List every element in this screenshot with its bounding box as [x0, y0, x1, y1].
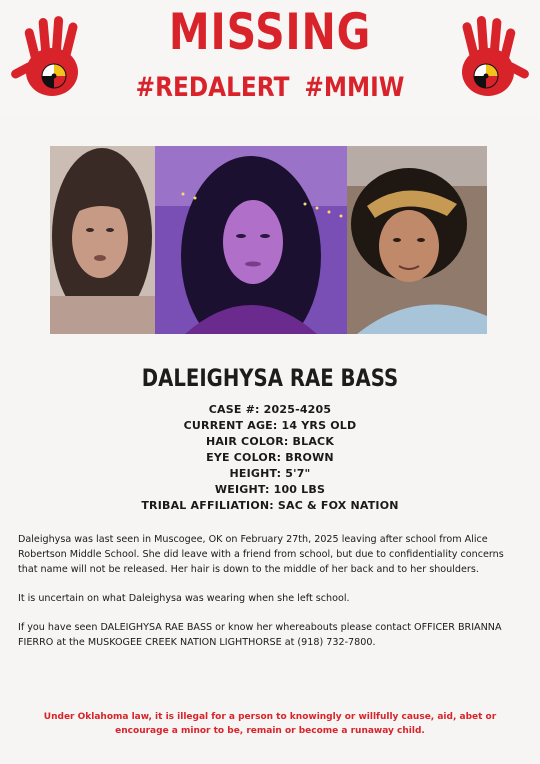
- legal-notice: Under Oklahoma law, it is illegal for a person to knowingly or willfully cause, aid, abet or encourage a minor to be, remain or become a runaway child.: [43, 712, 497, 736]
- missing-person-name: DALEIGHYSA RAE BASS: [141, 364, 399, 392]
- missing-title: MISSING: [168, 3, 372, 61]
- last-seen-paragraph: Daleighysa was last seen in Muscogee, OK on February 27th, 2025 leaving after school from Alice Robertson Middle School. She did leave with a friend from school, but due to confidentiality concerns that name will not be released. Her hair is down to the middle of her back and to her shoulders.: [18, 534, 504, 575]
- photo-1: [50, 146, 155, 334]
- clothing-paragraph: It is uncertain on what Daleighysa was wearing when she left school.: [18, 593, 350, 604]
- tribal-affiliation: TRIBAL AFFILIATION: SAC & FOX NATION: [141, 499, 399, 512]
- person-details: [0, 402, 540, 514]
- contact-paragraph: If you have seen DALEIGHYSA RAE BASS or know her whereabouts please contact OFFICER BRIANNA FIERRO at the MUSKOGEE CREEK NATION LIGHTHORSE at (918) 732-7800.: [18, 622, 502, 648]
- header: [0, 0, 540, 118]
- hair-color: HAIR COLOR: BLACK: [205, 435, 335, 448]
- current-age: CURRENT AGE: 14 YRS OLD: [183, 419, 357, 432]
- eye-color: EYE COLOR: BROWN: [206, 451, 334, 464]
- photo-strip: [50, 146, 487, 334]
- weight: WEIGHT: 100 LBS: [214, 483, 326, 496]
- case-number: CASE #: 2025-4205: [208, 403, 332, 416]
- description: [18, 532, 526, 664]
- photo-2: [155, 146, 347, 334]
- red-handprint-icon: [444, 10, 532, 108]
- height: HEIGHT: 5'7": [229, 467, 311, 480]
- photo-3: [347, 146, 487, 334]
- hashtags: #REDALERT #MMIW: [135, 72, 405, 103]
